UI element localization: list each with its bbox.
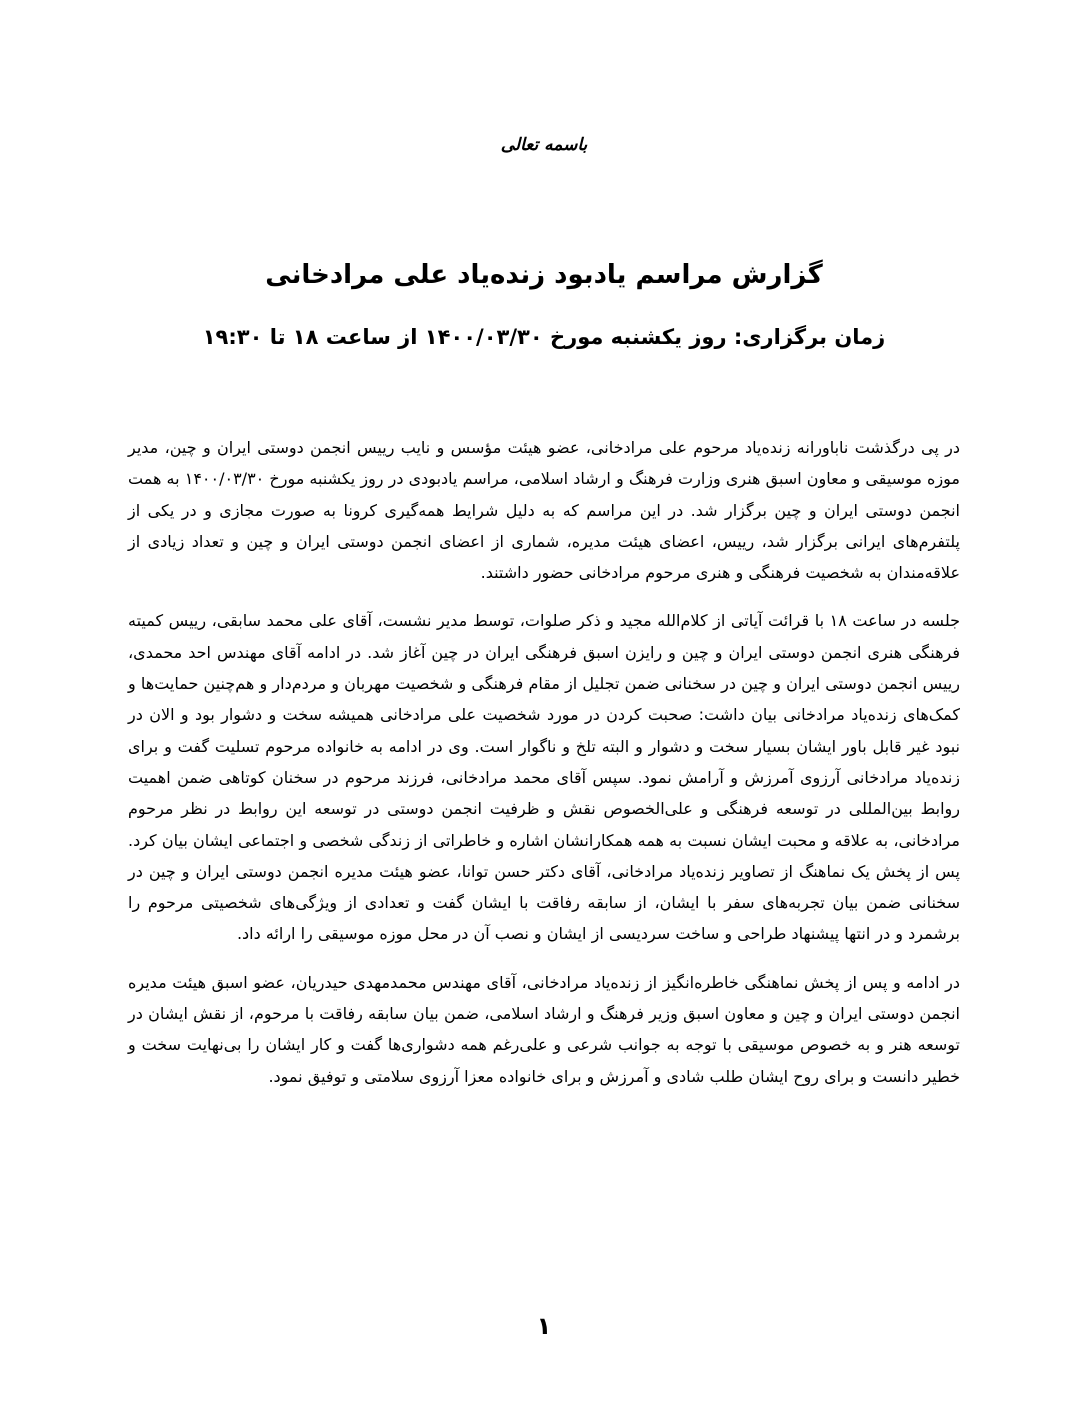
event-time-subtitle: زمان برگزاری: روز یکشنبه مورخ ۱۴۰۰/۰۳/۳۰ از ساعت ۱۸ تا ۱۹:۳۰ [202, 325, 886, 349]
page-number: ۱ [536, 1312, 552, 1340]
report-body [128, 432, 960, 1109]
paragraph-2: جلسه در ساعت ۱۸ با قرائت آیاتی از کلام‌الله مجید و ذکر صلوات، توسط مدیر نشست، آقای علی محمد سابقی، رییس کمیته فرهنگی هنری انجمن دوستی ایران و چین و رایزن اسبق فرهنگی ایران در چین آغاز شد. در ادامه آقای مهندس احد محمدی، رییس انجمن دوستی ایران و چین در سخنانی ضمن تجلیل از مقام فرهنگی و شخصیت مهربان و مردم‌دار و هم‌چنین حمایت‌ها و کمک‌های زنده‌یاد مرادخانی بیان داشت: صحبت کردن در مورد شخصیت علی مرادخانی همیشه سخت و دشوار بود و الان در نبود غیر قابل باور ایشان بسیار سخت و دشوار و البته تلخ و ناگوار است. وی در ادامه به خانواده مرحوم تسلیت گفت و برای زنده‌یاد مرادخانی آرزوی آمرزش و آرامش نمود. سپس آقای محمد مرادخانی، فرزند مرحوم در سخنان کوتاهی ضمن اهمیت روابط بین‌المللی در توسعه فرهنگی و علی‌الخصوص نقش و ظرفیت انجمن دوستی در توسعه این روابط در نظر مرحوم مرادخانی، به علاقه و محبت ایشان نسبت به همه همکارانشان اشاره و خاطراتی از زندگی شخصی و اجتماعی ایشان بیان کرد. پس از پخش یک نماهنگ از تصاویر زنده‌یاد مرادخانی، آقای دکتر حسن توانا، عضو هیئت مدیره انجمن دوستی ایران و چین در سخنانی ضمن بیان تجربه‌های سفر با ایشان، از سابقه رفاقت با ایشان گفت و تعدادی از ویژگی‌های شخصیتی مرحوم را برشمرد و در انتها پیشنهاد طراحی و ساخت سردیسی از ایشان و نصب آن در محل موزه موسیقی را ارائه داد. [128, 611, 961, 944]
invocation-heading: باسمه تعالی [500, 135, 588, 155]
paragraph-1: در پی درگذشت ناباورانه زنده‌یاد مرحوم علی مرادخانی، عضو هیئت مؤسس و نایب رییس انجمن دوستی ایران و چین، مدیر موزه موسیقی و معاون اسبق هنری وزارت فرهنگ و ارشاد اسلامی، مراسم یادبودی در روز یکشنبه مورخ ۱۴۰۰/۰۳/۳۰ به همت انجمن دوستی ایران و چین برگزار شد. در این مراسم که به دلیل شرایط همه‌گیری کرونا به صورت مجازی و در یکی از پلتفرم‌های ایرانی برگزار شد، رییس، اعضای هیئت مدیره، شماری از اعضای انجمن دوستی ایران و چین و تعداد زیادی از علاقه‌مندان به شخصیت فرهنگی و هنری مرحوم مرادخانی حضور داشتند. [128, 438, 961, 583]
report-title: گزارش مراسم یادبود زنده‌یاد علی مرادخانی [265, 260, 823, 290]
paragraph-3: در ادامه و پس از پخش نماهنگی خاطره‌انگیز از زنده‌یاد مرادخانی، آقای مهندس محمدمهدی حیدریان، عضو اسبق هیئت مدیره انجمن دوستی ایران و چین و معاون اسبق وزیر فرهنگ و ارشاد اسلامی، ضمن بیان سابقه رفاقت با مرحوم، از نقش ایشان در توسعه هنر و به خصوص موسیقی با توجه به جوانب شرعی و علی‌رغم همه دشواری‌ها گفت و کار ایشان را بی‌نهایت سخت و خطیر دانست و برای روح ایشان طلب شادی و آمرزش و برای خانواده معزا آرزوی سلامتی و توفیق نمود. [128, 972, 960, 1086]
